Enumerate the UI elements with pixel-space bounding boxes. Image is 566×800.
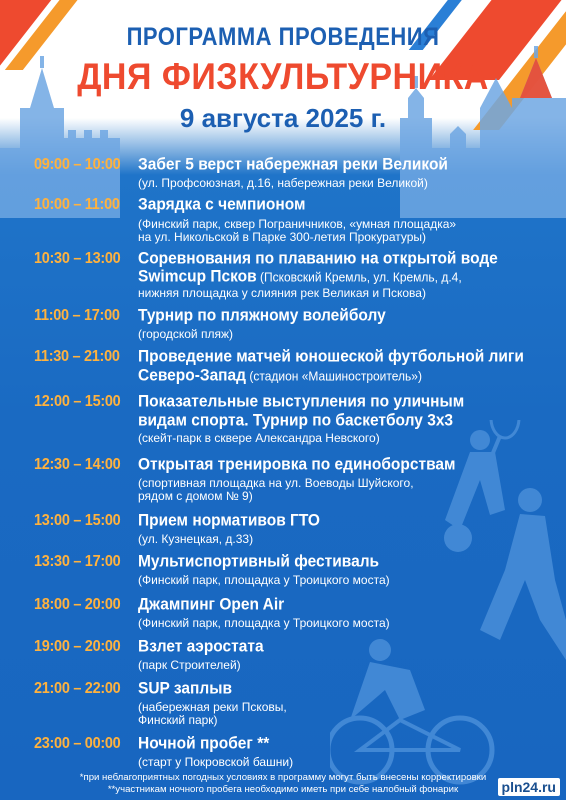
event-location: на ул. Никольской в Парке 300-летия Прокуратуры) xyxy=(138,230,427,244)
event-location: (Финский парк, площадка у Троицкого моста) xyxy=(138,616,390,630)
event-time: 21:00 – 22:00 xyxy=(34,680,121,698)
event-location: (ул. Кузнецкая, д.33) xyxy=(138,532,254,546)
event-location: (парк Строителей) xyxy=(138,658,241,672)
event-location: (набережная реки Псковы, xyxy=(138,700,287,714)
site-watermark: pln24.ru xyxy=(498,778,560,796)
event-title: Зарядка с чемпионом xyxy=(138,196,306,214)
event-title: Прием нормативов ГТО xyxy=(138,512,320,530)
event-location: Финский парк) xyxy=(138,713,218,727)
footnote-weather: *при неблагоприятных погодных условиях в программу могут быть внесены корректировки xyxy=(79,772,487,783)
event-title: Открытая тренировка по единоборствам xyxy=(138,456,456,474)
footnote-flashlight: **участникам ночного пробега необходимо иметь при себе налобный фонарик xyxy=(107,784,459,795)
event-time: 12:00 – 15:00 xyxy=(34,393,121,411)
event-title: Взлет аэростата xyxy=(138,638,264,656)
event-location: (ул. Профсоюзная, д.16, набережная реки Великой) xyxy=(138,176,428,190)
event-location: (спортивная площадка на ул. Воеводы Шуйского, xyxy=(138,476,414,490)
event-title: Джампинг Open Air xyxy=(138,596,285,614)
event-time: 19:00 – 20:00 xyxy=(34,638,121,656)
event-time: 12:30 – 14:00 xyxy=(34,456,121,474)
event-location: (старт у Покровской башни) xyxy=(138,755,294,769)
event-location: (Финский парк, площадка у Троицкого моста) xyxy=(138,573,390,587)
event-location: (Псковский Кремль, ул. Кремль, д.4, xyxy=(256,270,462,285)
event-time: 23:00 – 00:00 xyxy=(34,735,121,753)
event-title: Мультиспортивный фестиваль xyxy=(138,553,380,571)
event-time: 11:00 – 17:00 xyxy=(34,307,120,325)
event-location: (стадион «Машиностроитель») xyxy=(246,369,422,384)
event-time: 18:00 – 20:00 xyxy=(34,596,121,614)
event-title: Соревнования по плаванию на открытой воде xyxy=(138,250,498,268)
event-title-line2: Северо-Запад xyxy=(138,367,247,385)
event-title: Ночной пробег ** xyxy=(138,735,270,753)
event-time: 13:30 – 17:00 xyxy=(34,553,121,571)
event-time: 09:00 – 10:00 xyxy=(34,156,121,174)
event-location: (скейт-парк в сквере Александра Невского) xyxy=(138,431,380,445)
event-title-line2: Swimcup Псков xyxy=(138,268,257,286)
event-location: рядом с домом № 9) xyxy=(138,489,253,503)
event-time: 10:30 – 13:00 xyxy=(34,250,121,268)
event-location: нижняя площадка у слияния рек Великая и Пскова) xyxy=(138,286,426,300)
event-time: 13:00 – 15:00 xyxy=(34,512,121,530)
event-title: Показательные выступления по уличным xyxy=(138,393,465,411)
event-title-continued xyxy=(138,367,528,386)
event-name-heading: ДНЯ ФИЗКУЛЬТУРНИКА xyxy=(77,56,489,98)
header xyxy=(0,24,566,134)
event-title-line2: видам спорта. Турнир по баскетболу 3х3 xyxy=(138,412,454,430)
event-location: (городской пляж) xyxy=(138,327,233,341)
event-title: Проведение матчей юношеской футбольной лиги xyxy=(138,348,524,366)
event-title-continued xyxy=(138,268,528,287)
event-title: Турнир по пляжному волейболу xyxy=(138,307,386,325)
event-date: 9 августа 2025 г. xyxy=(179,103,387,133)
event-title: SUP заплыв xyxy=(138,680,232,698)
event-title: Забег 5 верст набережная реки Великой xyxy=(138,156,448,174)
event-time: 11:30 – 21:00 xyxy=(34,348,120,366)
event-time: 10:00 – 11:00 xyxy=(34,196,120,214)
program-heading: ПРОГРАММА ПРОВЕДЕНИЯ xyxy=(126,22,440,51)
footnotes xyxy=(0,772,566,796)
event-location: (Финский парк, сквер Пограничников, «умная площадка» xyxy=(138,217,457,231)
